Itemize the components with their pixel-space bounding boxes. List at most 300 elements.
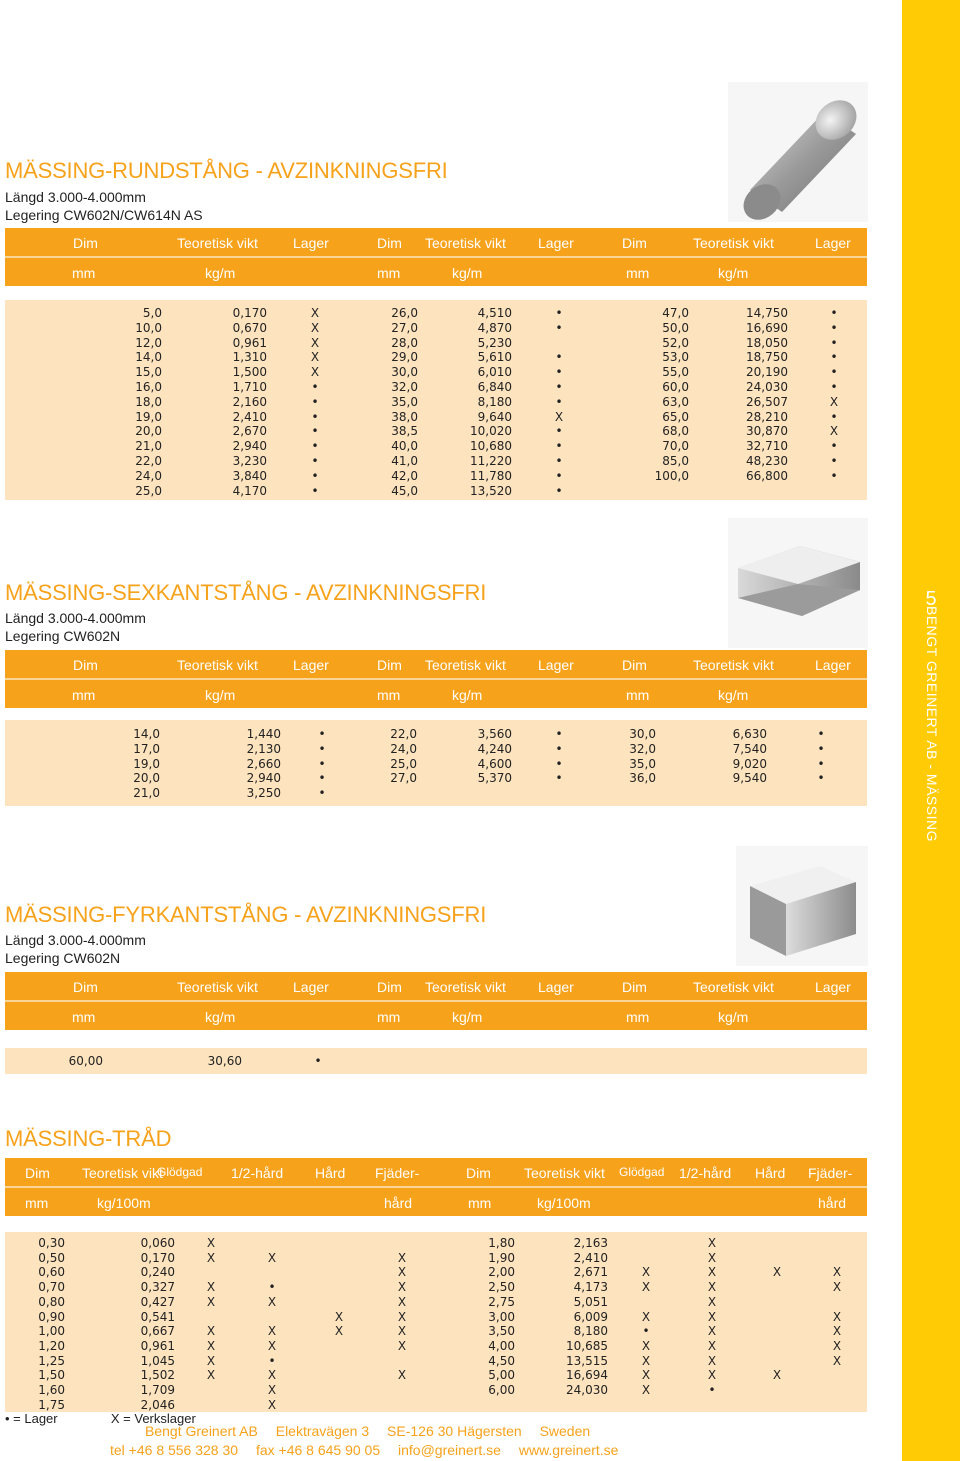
wire-weight: 13,515	[566, 1353, 608, 1368]
dim-value: 68,0	[662, 424, 689, 439]
footer-contact	[110, 1442, 632, 1458]
dim-value: 15,0	[135, 365, 162, 380]
wire-dim: 0,80	[38, 1294, 65, 1309]
stock-mark: •	[830, 439, 838, 454]
header-label: Fjäder-	[808, 1165, 853, 1181]
header-label: Lager	[538, 657, 574, 673]
wire-availability-mark: •	[268, 1280, 276, 1295]
stock-mark: X	[829, 394, 839, 409]
dim-value: 85,0	[662, 454, 689, 468]
dim-value: 12,0	[135, 335, 162, 350]
header-unit: kg/100m	[537, 1195, 591, 1211]
wire-dim: 3,50	[488, 1324, 515, 1339]
stock-mark: •	[311, 409, 319, 424]
header-label: Lager	[538, 235, 574, 251]
wire-availability-mark: X	[397, 1294, 407, 1309]
dim-value: 36,0	[629, 771, 656, 786]
wire-dim: 0,60	[38, 1265, 65, 1280]
wire-weight: 0,327	[140, 1280, 175, 1295]
wire-availability-mark: X	[397, 1324, 407, 1339]
dim-value: 5,0	[142, 306, 162, 320]
header-label: Teoretisk vikt	[177, 979, 258, 995]
header-unit: mm	[25, 1195, 49, 1211]
stock-mark: •	[555, 741, 563, 756]
header-label: Dim	[622, 979, 647, 995]
dim-value: 21,0	[133, 786, 160, 801]
wire-availability-mark: X	[206, 1368, 216, 1383]
wire-availability-mark: X	[707, 1236, 717, 1250]
header-label: Teoretisk vikt	[425, 657, 506, 673]
header-unit: kg/m	[718, 1009, 749, 1025]
footer-web[interactable]: www.greinert.se	[518, 1442, 619, 1458]
wire-availability-mark: X	[267, 1250, 277, 1265]
stock-mark: •	[318, 756, 326, 771]
wire-availability-mark: X	[641, 1265, 651, 1280]
weight-value: 16,690	[746, 320, 788, 335]
wire-availability-mark: X	[641, 1309, 651, 1324]
wire-weight: 0,060	[140, 1236, 175, 1250]
table-header-hex	[5, 650, 867, 708]
wire-weight: 5,051	[573, 1294, 608, 1309]
wire-dim: 2,50	[488, 1280, 515, 1295]
stock-mark: •	[555, 756, 563, 771]
header-unit: hård	[384, 1195, 413, 1211]
dim-value: 45,0	[391, 483, 418, 498]
weight-value: 32,710	[746, 439, 788, 454]
weight-value: 9,020	[732, 756, 767, 771]
weight-value: 0,961	[232, 335, 267, 350]
dim-value: 42,0	[391, 468, 418, 483]
stock-mark: X	[310, 335, 320, 350]
header-label: Hård	[315, 1165, 346, 1181]
stock-mark: •	[311, 424, 319, 439]
wire-weight: 0,961	[140, 1338, 175, 1353]
header-label: Dim	[622, 235, 647, 251]
wire-weight: 2,046	[140, 1397, 175, 1412]
stock-mark: •	[318, 771, 326, 786]
stock-mark: X	[310, 306, 320, 320]
weight-value: 66,800	[746, 468, 788, 483]
weight-value: 26,507	[746, 394, 788, 409]
weight-value: 10,680	[470, 439, 512, 454]
wire-dim: 4,00	[488, 1338, 515, 1353]
dim-value: 26,0	[391, 306, 418, 320]
stock-mark: •	[555, 468, 563, 483]
weight-value: 4,600	[477, 756, 512, 771]
wire-availability-mark: X	[206, 1353, 216, 1368]
dim-value: 19,0	[133, 756, 160, 771]
company-vertical-label: BENGT GREINERT AB - MÄSSING	[924, 606, 940, 842]
weight-value: 2,940	[232, 439, 267, 454]
weight-value: 3,250	[246, 786, 281, 801]
length-info-round: Längd 3.000-4.000mm	[5, 189, 146, 205]
header-unit: mm	[626, 1009, 650, 1025]
weight-value: 1,310	[232, 350, 267, 365]
dim-value: 38,5	[391, 424, 418, 439]
wire-availability-mark: X	[397, 1280, 407, 1295]
wire-availability-mark: X	[267, 1397, 277, 1412]
wire-availability-mark: X	[707, 1353, 717, 1368]
dim-value: 28,0	[391, 335, 418, 350]
round-bar-image	[728, 82, 868, 222]
stock-mark: •	[318, 741, 326, 756]
dim-value: 30,0	[629, 727, 656, 741]
stock-mark: •	[555, 483, 563, 498]
weight-value: 0,170	[232, 306, 267, 320]
stock-mark: •	[555, 727, 563, 741]
wire-weight: 0,541	[140, 1309, 175, 1324]
stock-mark: •	[830, 454, 838, 468]
wire-weight: 24,030	[566, 1383, 608, 1397]
dim-value: 100,0	[654, 468, 689, 483]
header-label: Dim	[377, 657, 402, 673]
wire-availability-mark: X	[267, 1383, 277, 1397]
stock-mark: •	[817, 756, 825, 771]
wire-availability-mark: X	[397, 1265, 407, 1280]
header-unit: hård	[818, 1195, 847, 1211]
table-body-hex	[5, 720, 867, 806]
dim-value: 29,0	[391, 350, 418, 365]
wire-availability-mark: X	[206, 1338, 216, 1353]
weight-value: 8,180	[477, 394, 512, 409]
dim-value: 70,0	[662, 439, 689, 454]
weight-value: 4,240	[477, 741, 512, 756]
stock-mark: •	[555, 771, 563, 786]
dim-value: 35,0	[391, 394, 418, 409]
dim-value: 41,0	[391, 454, 418, 468]
stock-mark: •	[555, 320, 563, 335]
weight-value: 6,010	[477, 365, 512, 380]
stock-mark: •	[817, 741, 825, 756]
weight-value: 0,670	[232, 320, 267, 335]
wire-availability-mark: X	[707, 1265, 717, 1280]
wire-availability-mark: X	[206, 1280, 216, 1295]
wire-availability-mark: X	[397, 1309, 407, 1324]
footer-street: Elektravägen 3	[275, 1423, 370, 1439]
header-divider	[5, 678, 867, 680]
weight-value: 13,520	[470, 483, 512, 498]
table-header-square	[5, 972, 867, 1030]
weight-value: 20,190	[746, 365, 788, 380]
weight-value: 5,370	[477, 771, 512, 786]
header-unit: kg/m	[452, 265, 483, 281]
wire-availability-mark: X	[206, 1236, 216, 1250]
wire-availability-mark: X	[206, 1294, 216, 1309]
header-label: Dim	[377, 235, 402, 251]
wire-dim: 3,00	[488, 1309, 515, 1324]
wire-availability-mark: X	[832, 1338, 842, 1353]
wire-dim: 1,20	[38, 1338, 65, 1353]
wire-dim: 0,30	[38, 1236, 65, 1250]
header-label: Teoretisk vikt	[177, 235, 258, 251]
dim-value: 18,0	[135, 394, 162, 409]
header-label: Lager	[815, 235, 851, 251]
wire-availability-mark: X	[641, 1368, 651, 1383]
stock-mark: •	[311, 394, 319, 409]
weight-value: 14,750	[746, 306, 788, 320]
header-unit: mm	[377, 265, 401, 281]
weight-value: 11,220	[470, 454, 512, 468]
weight-value: 2,940	[246, 771, 281, 786]
wire-weight: 16,694	[566, 1368, 608, 1383]
wire-dim: 1,50	[38, 1368, 65, 1383]
footer-tel: tel +46 8 556 328 30	[110, 1442, 239, 1458]
wire-weight: 1,045	[140, 1353, 175, 1368]
weight-value: 3,840	[232, 468, 267, 483]
stock-mark: •	[830, 350, 838, 365]
dim-value: 22,0	[135, 454, 162, 468]
dim-value: 55,0	[662, 365, 689, 380]
header-label: Dim	[377, 979, 402, 995]
stock-mark: •	[555, 424, 563, 439]
header-unit: kg/m	[205, 1009, 236, 1025]
wire-weight: 6,009	[573, 1309, 608, 1324]
table-header-round	[5, 228, 867, 286]
dim-value: 47,0	[662, 306, 689, 320]
wire-weight: 0,170	[140, 1250, 175, 1265]
wire-dim: 0,70	[38, 1280, 65, 1295]
wire-availability-mark: X	[707, 1250, 717, 1265]
weight-value: 10,020	[470, 424, 512, 439]
square-bar-image	[736, 846, 868, 966]
wire-dim: 5,00	[488, 1368, 515, 1383]
page-number: 5	[925, 588, 937, 610]
stock-mark: •	[311, 454, 319, 468]
wire-availability-mark: X	[832, 1280, 842, 1295]
header-unit: mm	[72, 687, 96, 703]
wire-weight: 8,180	[573, 1324, 608, 1339]
header-label: Lager	[293, 235, 329, 251]
dim-value: 30,0	[391, 365, 418, 380]
header-label: Teoretisk vikt	[425, 235, 506, 251]
header-label: Teoretisk vikt	[177, 657, 258, 673]
stock-mark: •	[830, 365, 838, 380]
wire-availability-mark: X	[707, 1338, 717, 1353]
stock-mark: •	[817, 771, 825, 786]
stock-mark: •	[318, 727, 326, 741]
header-label: 1/2-hård	[679, 1165, 732, 1181]
weight-value: 4,870	[477, 320, 512, 335]
weight-value: 4,170	[232, 483, 267, 498]
header-label: Glödgad	[157, 1165, 203, 1179]
stock-mark: •	[555, 394, 563, 409]
weight-value: 1,440	[246, 727, 281, 741]
wire-weight: 0,427	[140, 1294, 175, 1309]
weight-value: 5,230	[477, 335, 512, 350]
header-label: Lager	[815, 979, 851, 995]
dim-value: 10,0	[135, 320, 162, 335]
wire-availability-mark: X	[206, 1250, 216, 1265]
wire-weight: 1,709	[140, 1383, 175, 1397]
dim-value: 14,0	[135, 350, 162, 365]
wire-availability-mark: X	[641, 1280, 651, 1295]
header-divider	[5, 1186, 867, 1188]
stock-mark: •	[311, 439, 319, 454]
wire-availability-mark: X	[641, 1338, 651, 1353]
dim-value: 52,0	[662, 335, 689, 350]
wire-weight: 4,173	[573, 1280, 608, 1295]
wire-availability-mark: X	[832, 1265, 842, 1280]
stock-mark: •	[311, 468, 319, 483]
dim-value: 24,0	[135, 468, 162, 483]
header-label: Teoretisk vikt	[425, 979, 506, 995]
header-label: 1/2-hård	[231, 1165, 284, 1181]
wire-availability-mark: X	[267, 1338, 277, 1353]
dim-value: 60,0	[662, 380, 689, 394]
wire-availability-mark: X	[707, 1294, 717, 1309]
alloy-info-round: Legering CW602N/CW614N AS	[5, 207, 203, 223]
wire-weight: 0,667	[140, 1324, 175, 1339]
wire-dim: 1,80	[488, 1236, 515, 1250]
header-unit: mm	[72, 1009, 96, 1025]
header-unit: mm	[468, 1195, 492, 1211]
header-unit: kg/100m	[97, 1195, 151, 1211]
wire-dim: 2,75	[488, 1294, 515, 1309]
header-unit: kg/m	[718, 265, 749, 281]
wire-dim: 0,50	[38, 1250, 65, 1265]
section-title-round: MÄSSING-RUNDSTÅNG - AVZINKNINGSFRI	[5, 158, 448, 183]
wire-availability-mark: X	[397, 1338, 407, 1353]
wire-availability-mark: X	[334, 1309, 344, 1324]
header-label: Dim	[466, 1165, 491, 1181]
stock-mark: •	[830, 335, 838, 350]
header-label: Fjäder-	[375, 1165, 420, 1181]
stock-mark: •	[555, 365, 563, 380]
dim-value: 38,0	[391, 409, 418, 424]
stock-mark: •	[311, 483, 319, 498]
weight-value: 2,130	[246, 741, 281, 756]
header-unit: mm	[377, 687, 401, 703]
header-label: Lager	[538, 979, 574, 995]
wire-dim: 2,00	[488, 1265, 515, 1280]
weight-value: 24,030	[746, 380, 788, 394]
header-unit: kg/m	[718, 687, 749, 703]
wire-availability-mark: X	[707, 1309, 717, 1324]
stock-mark: X	[310, 365, 320, 380]
weight-value: 2,660	[246, 756, 281, 771]
header-label: Dim	[73, 657, 98, 673]
dim-value: 27,0	[390, 771, 417, 786]
footer-fax: fax +46 8 645 90 05	[255, 1442, 381, 1458]
wire-availability-mark: X	[334, 1324, 344, 1339]
stock-mark: X	[554, 409, 564, 424]
dim-value: 35,0	[629, 756, 656, 771]
weight-value: 28,210	[746, 409, 788, 424]
weight-value: 18,750	[746, 350, 788, 365]
dim-value: 50,0	[662, 320, 689, 335]
stock-mark: •	[817, 727, 825, 741]
weight-value: 30,870	[746, 424, 788, 439]
wire-availability-mark: X	[707, 1280, 717, 1295]
wire-availability-mark: •	[268, 1353, 276, 1368]
wire-dim: 1,25	[38, 1353, 65, 1368]
wire-availability-mark: X	[832, 1353, 842, 1368]
header-label: Teoretisk vikt	[693, 657, 774, 673]
wire-dim: 6,00	[488, 1383, 515, 1397]
header-label: Teoretisk vikt	[524, 1165, 605, 1181]
dim-value: 19,0	[135, 409, 162, 424]
wire-availability-mark: •	[708, 1383, 716, 1397]
hex-bar-image	[728, 518, 868, 648]
weight-value: 11,780	[470, 468, 512, 483]
wire-availability-mark: X	[206, 1324, 216, 1339]
header-label: Dim	[622, 657, 647, 673]
dim-value: 32,0	[629, 741, 656, 756]
header-divider	[5, 1000, 867, 1002]
header-label: Hård	[755, 1165, 786, 1181]
footer-email[interactable]: info@greinert.se	[398, 1442, 501, 1458]
section-title-wire: MÄSSING-TRÅD	[5, 1126, 172, 1151]
wire-weight: 2,410	[573, 1250, 608, 1265]
weight-value: 9,640	[477, 409, 512, 424]
footer-country: Sweden	[539, 1423, 591, 1439]
stock-mark: •	[311, 380, 319, 394]
table-body-wire	[5, 1232, 867, 1412]
alloy-info-hex: Legering CW602N	[5, 628, 121, 644]
weight-value: 6,840	[477, 380, 512, 394]
wire-availability-mark: X	[397, 1250, 407, 1265]
dim-value: 20,0	[133, 771, 160, 786]
wire-weight: 2,671	[573, 1265, 608, 1280]
stock-mark: •	[830, 306, 838, 320]
section-title-square: MÄSSING-FYRKANTSTÅNG - AVZINKNINGSFRI	[5, 902, 487, 927]
dim-value: 63,0	[662, 394, 689, 409]
stock-mark: •	[830, 320, 838, 335]
length-info-square: Längd 3.000-4.000mm	[5, 932, 146, 948]
header-divider	[5, 256, 867, 258]
wire-weight: 10,685	[566, 1338, 608, 1353]
wire-availability-mark: X	[641, 1353, 651, 1368]
wire-availability-mark: X	[397, 1368, 407, 1383]
weight-value: 6,630	[732, 727, 767, 741]
dim-value: 65,0	[662, 409, 689, 424]
wire-availability-mark: X	[772, 1265, 782, 1280]
wire-dim: 1,75	[38, 1397, 65, 1412]
footer-address	[145, 1423, 604, 1439]
dim-value: 21,0	[135, 439, 162, 454]
stock-mark: •	[555, 454, 563, 468]
weight-value: 2,410	[232, 409, 267, 424]
weight-value: 4,510	[477, 306, 512, 320]
alloy-info-square: Legering CW602N	[5, 950, 121, 966]
wire-availability-mark: •	[642, 1324, 650, 1339]
table-body-round	[5, 300, 867, 500]
dim-value: 16,0	[135, 380, 162, 394]
section-title-hex: MÄSSING-SEXKANTSTÅNG - AVZINKNINGSFRI	[5, 580, 487, 605]
weight-value: 2,160	[232, 394, 267, 409]
dim-value: 53,0	[662, 350, 689, 365]
dim-value: 60,00	[68, 1054, 103, 1068]
header-unit: mm	[72, 265, 96, 281]
header-label: Dim	[73, 235, 98, 251]
stock-mark: •	[830, 380, 838, 394]
weight-value: 48,230	[746, 454, 788, 468]
dim-value: 20,0	[135, 424, 162, 439]
stock-mark: •	[830, 468, 838, 483]
dim-value: 24,0	[390, 741, 417, 756]
stock-mark: •	[830, 409, 838, 424]
header-label: Lager	[815, 657, 851, 673]
wire-dim: 0,90	[38, 1309, 65, 1324]
wire-dim: 1,90	[488, 1250, 515, 1265]
wire-availability-mark: X	[707, 1324, 717, 1339]
wire-availability-mark: X	[267, 1324, 277, 1339]
stock-mark: X	[829, 424, 839, 439]
weight-value: 1,710	[232, 380, 267, 394]
header-unit: kg/m	[205, 265, 236, 281]
dim-value: 32,0	[391, 380, 418, 394]
stock-mark: X	[310, 320, 320, 335]
